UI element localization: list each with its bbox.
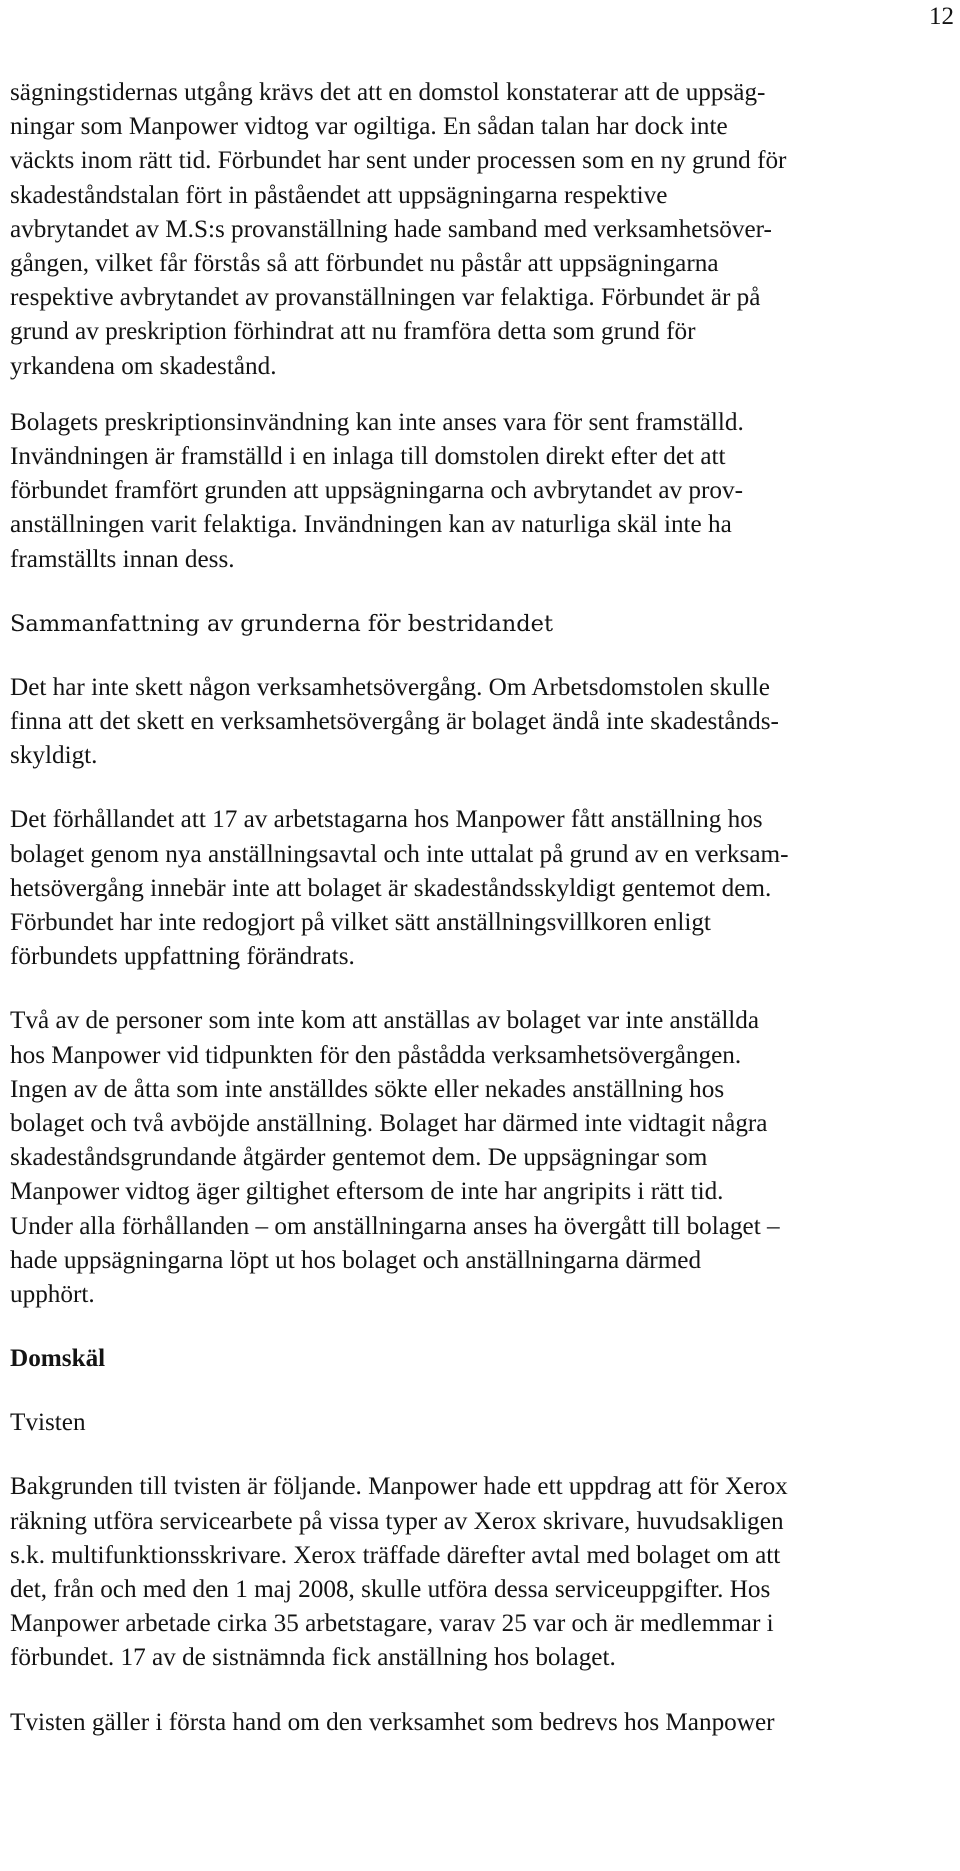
text-line: skadeståndstalan fört in påståendet att uppsägningarna respektive (10, 181, 668, 209)
text-line: förbundets uppfattning förändrats. (10, 943, 355, 971)
text-line: sägningstidernas utgång krävs det att en domstol konstaterar att de uppsäg- (10, 79, 766, 106)
text-line: väckts inom rätt tid. Förbundet har sent under processen som en ny grund för (10, 147, 787, 175)
text-line: Manpower arbetade cirka 35 arbetstagare, varav 25 var och är medlemmar i (10, 1610, 774, 1638)
text-line: anställningen varit felaktiga. Invändningen kan av naturliga skäl inte ha (10, 511, 732, 539)
text-line: Det förhållandet att 17 av arbetstagarna hos Manpower fått anställning hos (10, 806, 763, 834)
text-line: räkning utföra servicearbete på vissa typer av Xerox skrivare, huvudsakligen (10, 1507, 784, 1535)
text-line: framställts innan dess. (10, 545, 235, 573)
paragraph-ingen-verksamhetsovergang (10, 671, 958, 774)
text-line: det, från och med den 1 maj 2008, skulle utföra dessa serviceuppgifter. Hos (10, 1575, 771, 1603)
paragraph-anstallningsavtal (10, 803, 958, 974)
text-line: Tvisten gäller i första hand om den verksamhet som bedrevs hos Manpower (10, 1708, 775, 1736)
heading-tvisten: Tvisten (10, 1409, 86, 1437)
text-line: gången, vilket får förstås så att förbundet nu påstår att uppsägningarna (10, 250, 719, 278)
paragraph-personer-ej-anstallda (10, 1004, 958, 1312)
text-line: hetsövergång innebär inte att bolaget är skadeståndsskyldigt gentemot dem. (10, 874, 772, 902)
text-line: Bakgrunden till tvisten är följande. Manpower hade ett uppdrag att för Xerox (10, 1473, 788, 1501)
paragraph-preskription-intro (10, 76, 958, 384)
paragraph-preskriptionsinvandning (10, 406, 958, 577)
text-line: Manpower vidtog äger giltighet eftersom de inte har angripits i rätt tid. (10, 1178, 724, 1206)
text-line: Invändningen är framställd i en inlaga till domstolen direkt efter det att (10, 443, 726, 471)
text-line: skadeståndsgrundande åtgärder gentemot dem. De uppsägningar som (10, 1144, 708, 1172)
text-line: avbrytandet av M.S:s provanställning hade samband med verksamhetsöver- (10, 215, 772, 243)
text-line: ningar som Manpower vidtog var ogiltiga. En sådan talan har dock inte (10, 113, 728, 141)
text-line: skyldigt. (10, 742, 98, 770)
text-line: grund av preskription förhindrat att nu framföra detta som grund för (10, 318, 696, 346)
page-number: 12 (929, 3, 954, 30)
text-line: respektive avbrytandet av provanställningen var felaktiga. Förbundet är på (10, 284, 761, 312)
text-line: bolaget genom nya anställningsavtal och inte uttalat på grund av en verksam- (10, 840, 789, 868)
document-body (10, 76, 958, 1740)
text-line: upphört. (10, 1281, 95, 1309)
paragraph-bakgrund (10, 1470, 958, 1675)
text-line: Två av de personer som inte kom att anställas av bolaget var inte anställda (10, 1007, 760, 1035)
text-line: bolaget och två avböjde anställning. Bolaget har därmed inte vidtagit några (10, 1110, 768, 1138)
text-line: Ingen av de åtta som inte anställdes sökte eller nekades anställning hos (10, 1075, 725, 1103)
text-line: Bolagets preskriptionsinvändning kan inte anses vara för sent framställd. (10, 408, 744, 436)
text-line: hade uppsägningarna löpt ut hos bolaget och anställningarna därmed (10, 1246, 702, 1274)
text-line: yrkandena om skadestånd. (10, 352, 277, 380)
text-line: Under alla förhållanden – om anställningarna anses ha övergått till bolaget – (10, 1212, 780, 1240)
text-line: s.k. multifunktionsskrivare. Xerox träffade därefter avtal med bolaget om att (10, 1541, 781, 1569)
text-line: förbundet framfört grunden att uppsägningarna och avbrytandet av prov- (10, 477, 743, 505)
text-line: Förbundet har inte redogjort på vilket sätt anställningsvillkoren enligt (10, 909, 711, 937)
paragraph-tvisten-galler (10, 1706, 958, 1740)
text-line: finna att det skett en verksamhetsövergång är bolaget ändå inte skadestånds- (10, 708, 779, 736)
text-line: hos Manpower vid tidpunkten för den påstådda verksamhetsövergången. (10, 1041, 742, 1069)
text-line: Det har inte skett någon verksamhetsövergång. Om Arbetsdomstolen skulle (10, 673, 770, 701)
section-subheading: Sammanfattning av grunderna för bestridandet (10, 610, 554, 637)
text-line: förbundet. 17 av de sistnämnda fick anställning hos bolaget. (10, 1644, 616, 1672)
heading-domskal: Domskäl (10, 1345, 106, 1373)
